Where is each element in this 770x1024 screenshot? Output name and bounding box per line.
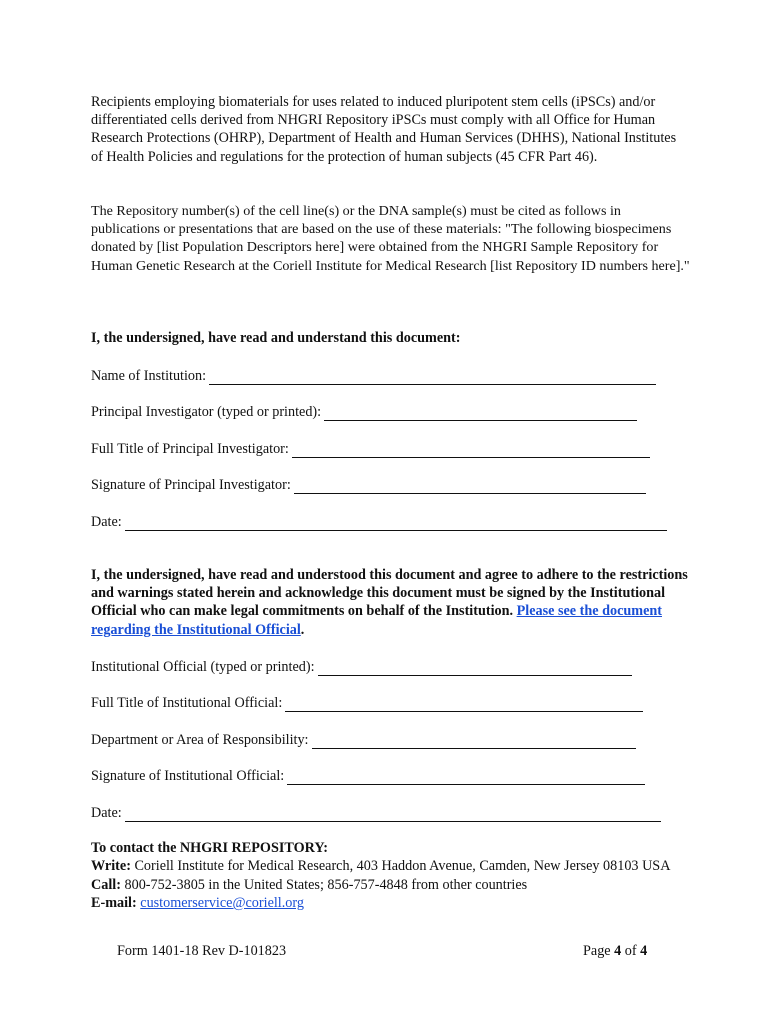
contact-email <box>91 894 691 912</box>
citation-paragraph: The Repository number(s) of the cell line(s) or the DNA sample(s) must be cited as follows in publications or presentations that are based on the use of these materials: "The following biospecimens donated by [list Population Descriptors here] were obtained from the NHGRI Sample Repository for Human Genetic Research at the Coriell Institute for Medical Research [list Repository ID numbers here]." <box>91 203 690 274</box>
pi-name-line[interactable] <box>324 406 637 421</box>
contact-block <box>91 839 691 912</box>
department-line[interactable] <box>312 734 636 749</box>
date-line-2[interactable] <box>125 807 661 822</box>
contact-heading: To contact the NHGRI REPOSITORY: <box>91 840 329 856</box>
department-label: Department or Area of Responsibility: <box>91 732 309 748</box>
department-field[interactable] <box>91 731 636 749</box>
page-mid: of <box>621 943 641 959</box>
date-field-2[interactable] <box>91 804 661 822</box>
page-number <box>583 943 647 960</box>
contact-call <box>91 876 691 894</box>
pi-name-field[interactable] <box>91 403 637 421</box>
link-suffix: . <box>300 621 305 638</box>
pi-signature-label: Signature of Principal Investigator: <box>91 477 291 493</box>
section2-heading-text: I, the undersigned, have read and understood this document and agree to adhere to the restrictions and warnings stated herein and acknowledge this document must be signed by the Institutional Official who can make legal commitments on behalf of the Institution. <box>91 567 688 620</box>
institution-line[interactable] <box>209 370 656 385</box>
date-label-2: Date: <box>91 805 122 821</box>
write-label: Write: <box>91 858 131 875</box>
institution-field[interactable] <box>91 367 656 385</box>
date-field-1[interactable] <box>91 513 667 531</box>
institution-label: Name of Institution: <box>91 368 207 384</box>
date-line-1[interactable] <box>125 516 667 531</box>
io-title-label: Full Title of Institutional Official: <box>91 695 283 711</box>
io-name-label: Institutional Official (typed or printed): <box>91 659 315 675</box>
page-current: 4 <box>614 943 622 959</box>
call-value: 800-752-3805 in the United States; 856-757-4848 from other countries <box>120 876 528 893</box>
io-signature-field[interactable] <box>91 767 645 785</box>
pi-title-line[interactable] <box>292 443 650 458</box>
pi-signature-field[interactable] <box>91 476 646 494</box>
io-title-line[interactable] <box>285 697 643 712</box>
pi-signature-line[interactable] <box>294 479 646 494</box>
call-label: Call: <box>91 876 121 893</box>
io-signature-line[interactable] <box>287 770 645 785</box>
io-title-field[interactable] <box>91 694 643 712</box>
pi-title-field[interactable] <box>91 440 650 458</box>
io-name-line[interactable] <box>318 661 632 676</box>
io-name-field[interactable] <box>91 658 632 676</box>
email-link[interactable]: customerservice@coriell.org <box>140 894 304 911</box>
write-value: Coriell Institute for Medical Research, 403 Haddon Avenue, Camden, New Jersey 08103 USA <box>130 858 671 875</box>
contact-write <box>91 857 691 875</box>
pi-title-label: Full Title of Principal Investigator: <box>91 441 289 457</box>
date-label-1: Date: <box>91 514 122 530</box>
page-total: 4 <box>640 943 648 959</box>
ipsc-compliance-paragraph: Recipients employing biomaterials for uses related to induced pluripotent stem cells (iPSCs) and/or differentiated cells derived from NHGRI Repository iPSCs must comply with all Office for Human Research Protections (OHRP), Department of Health and Human Services (DHHS), National Institutes of Health Policies and regulations for the protection of human subjects (45 CFR Part 46). <box>91 94 677 165</box>
institutional-official-doc-link[interactable]: Please see the document regarding the Institutional Official <box>91 603 662 638</box>
form-id: Form 1401-18 Rev D-101823 <box>117 943 287 959</box>
section1-heading: I, the undersigned, have read and understand this document: <box>91 330 461 346</box>
pi-name-label: Principal Investigator (typed or printed): <box>91 404 322 420</box>
page-prefix: Page <box>583 943 615 959</box>
email-label: E-mail: <box>91 894 137 911</box>
io-signature-label: Signature of Institutional Official: <box>91 768 285 784</box>
section2-heading <box>91 566 691 639</box>
